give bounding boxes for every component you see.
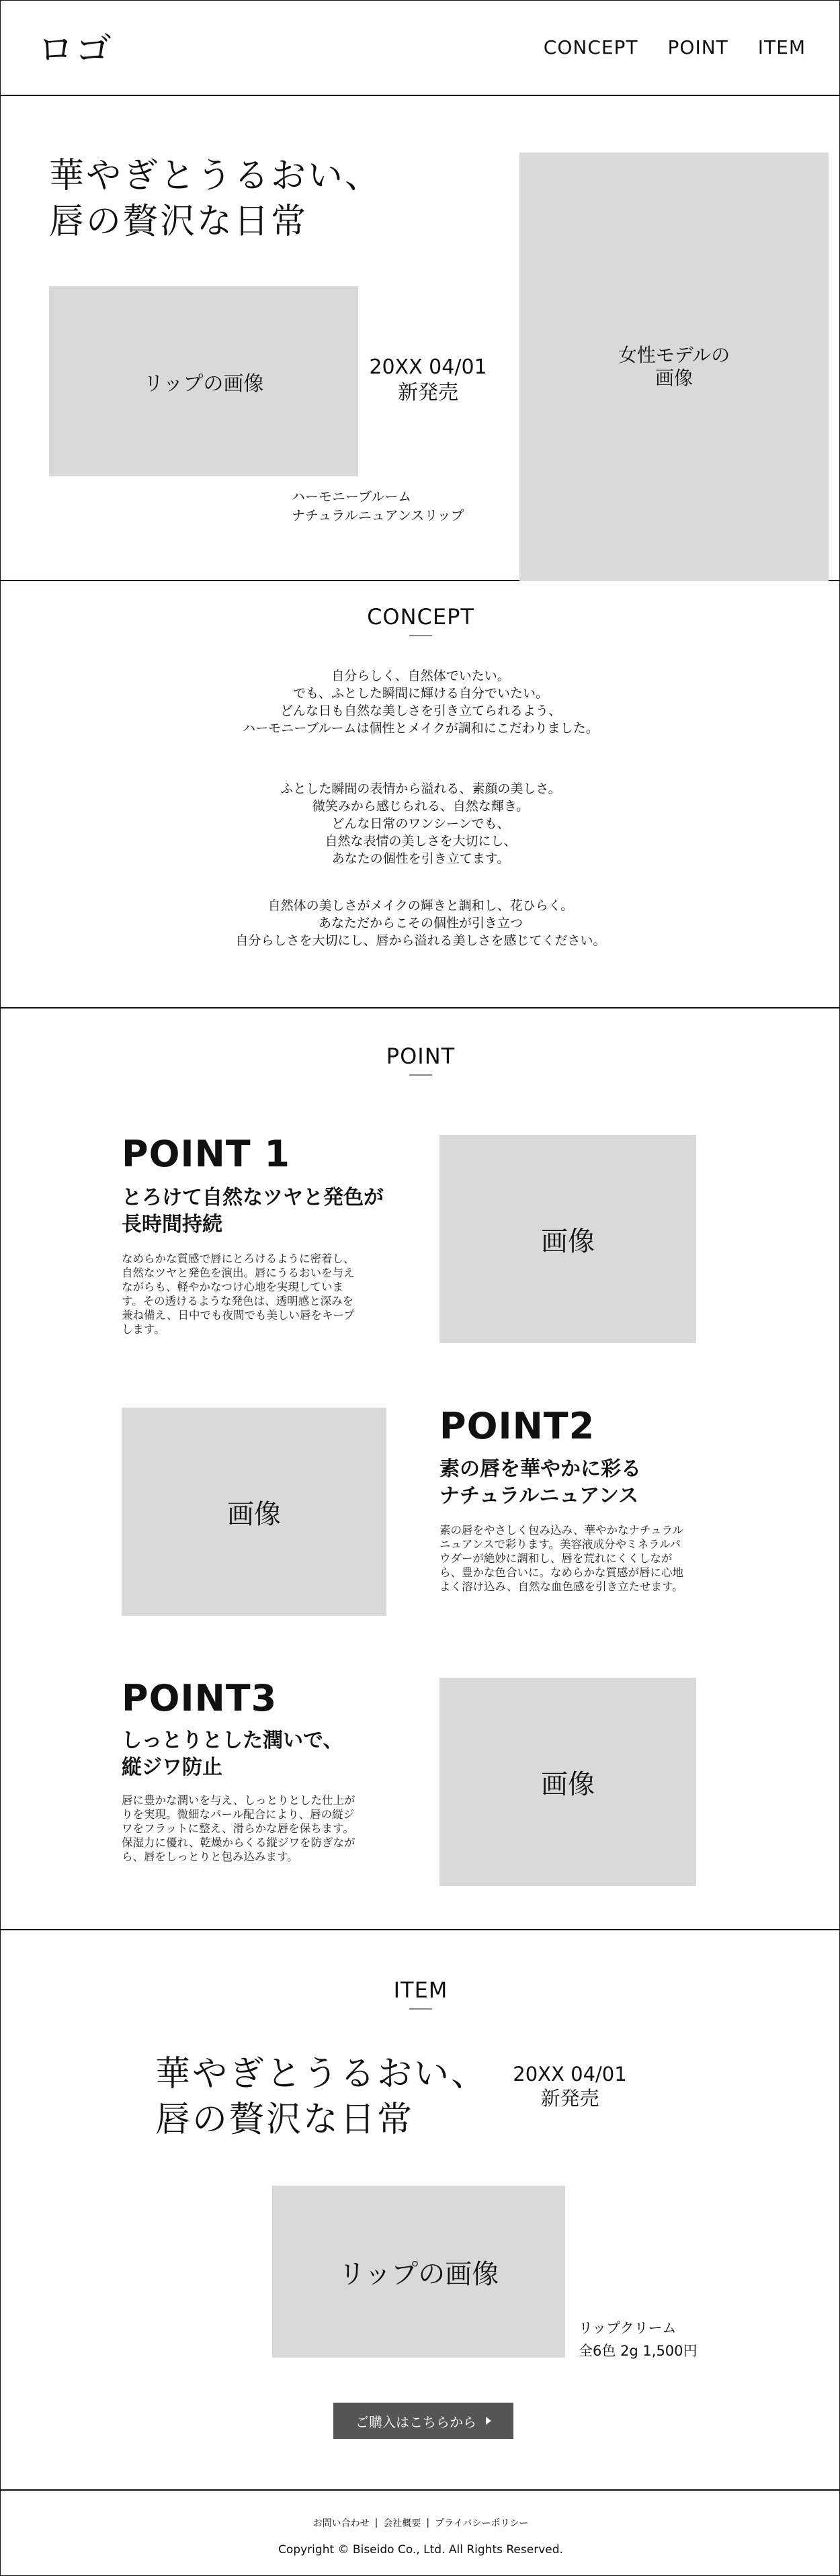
footer-separator: | [426, 2518, 430, 2528]
item-heading-rule [409, 2008, 432, 2010]
item-heading: ITEM [393, 1977, 448, 2003]
footer-link-privacy[interactable]: プライバシーポリシー [435, 2518, 529, 2529]
point-1-body: なめらかな質感で唇にとろけるように密着し、 自然なツヤと発色を演出。唇にうるおいを与え ながらも、軽やかなつけ心地を実現していま す。その透けるような発色は、透明感と深みを 兼ね備え、日中でも夜間でも美しい唇をキープ します。 [122, 1252, 355, 1336]
item-spec: リップクリーム 全6色 2g 1,500円 [579, 2320, 698, 2359]
hero-title: 華やぎとうるおい、 唇の贅沢な日常 [49, 156, 382, 242]
item-release-date: 20XX 04/01 新発売 [513, 2063, 627, 2110]
concept-heading-rule [409, 635, 432, 636]
point-1-image-label: 画像 [541, 1226, 595, 1257]
footer-link-company[interactable]: 会社概要 [383, 2518, 421, 2529]
buy-button-label: ご購入はこちらから [355, 2413, 476, 2430]
nav-concept[interactable]: CONCEPT [543, 36, 638, 58]
point-3-title: POINT3 [122, 1677, 278, 1719]
site-footer [1, 2491, 840, 2576]
point-section [1, 1008, 840, 1930]
caret-right-icon [486, 2417, 491, 2425]
concept-paragraph-1: 自分らしく、自然体でいたい。 でも、ふとした瞬間に輝ける自分でいたい。 どんな日も自然な美しさを引き立てられるよう、 ハーモニーブルームは個性とメイクが調和にこだわりました。 [243, 669, 599, 736]
point-3-image-label: 画像 [541, 1768, 595, 1800]
concept-paragraph-3: 自然体の美しさがメイクの輝きと調和し、花ひらく。 あなただからこその個性が引き立つ 自分らしさを大切にし、唇から溢れる美しさを感じてください。 [235, 898, 606, 948]
hero-section [1, 96, 840, 581]
concept-section [1, 581, 840, 1008]
hero-release-date: 20XX 04/01 新発売 [369, 355, 487, 404]
item-section [1, 1930, 840, 2491]
point-1-image [439, 1135, 696, 1343]
nav-point[interactable]: POINT [667, 36, 728, 58]
copyright: Copyright © Biseido Co., Ltd. All Rights Reserved. [278, 2543, 563, 2557]
site-header [1, 1, 840, 96]
footer-link-contact[interactable]: お問い合わせ [312, 2518, 370, 2529]
point-1-subtitle: とろけて自然なツヤと発色が 長時間持続 [122, 1186, 384, 1236]
point-3-image [439, 1678, 696, 1886]
item-lip-image-label: リップの画像 [338, 2258, 499, 2290]
point-2-image-label: 画像 [227, 1498, 281, 1530]
point-3-body: 唇に豊かな潤いを与え、しっとりとした仕上が りを実現。微細なパール配合により、唇の縦ジ ワをフラットに整え、滑らかな唇を保ちます。 保湿力に優れ、乾燥からくる縦ジワを防ぎなが ら、唇をしっとりと包み込みます。 [122, 1794, 355, 1863]
nav-item[interactable]: ITEM [757, 36, 806, 58]
hero-model-image-label: 女性モデルの 画像 [618, 344, 730, 389]
point-2-subtitle: 素の唇を華やかに彩る ナチュラルニュアンス [439, 1457, 641, 1508]
buy-button[interactable] [333, 2403, 513, 2439]
point-1-title: POINT 1 [122, 1133, 290, 1175]
concept-paragraph-2: ふとした瞬間の表情から溢れる、素顔の美しさ。 微笑みから感じられる、自然な輝き。 どんな日常のワンシーンでも、 自然な表情の美しさを大切にし、 あなたの個性を引き立てます。 [280, 781, 561, 866]
hero-lip-image-label: リップの画像 [143, 372, 264, 396]
point-heading-rule [409, 1074, 432, 1076]
concept-heading: CONCEPT [367, 604, 474, 630]
point-heading: POINT [386, 1043, 456, 1069]
logo[interactable]: ロゴ [38, 28, 113, 71]
footer-separator: | [374, 2518, 378, 2528]
hero-product-name: ハーモニーブルーム ナチュラルニュアンスリップ [292, 488, 464, 523]
point-2-body: 素の唇をやさしく包み込み、華やかなナチュラル ニュアンスで彩ります。美容液成分やミネラルパ ウダーが絶妙に調和し、唇を荒れにくくしなが ら、豊かな色合いに。なめらかな質感が唇に心地 よく溶け込み、自然な血色感を引き立たせます。 [439, 1524, 683, 1593]
point-3-subtitle: しっとりとした潤いで、 縦ジワ防止 [122, 1729, 343, 1779]
point-2-title: POINT2 [439, 1405, 595, 1447]
hero-lip-image [49, 286, 358, 476]
main-nav [544, 36, 806, 58]
hero-model-image [519, 153, 829, 581]
item-lip-image [272, 2186, 565, 2358]
footer-links [1, 2516, 840, 2530]
item-title: 華やぎとうるおい、 唇の贅沢な日常 [155, 2054, 489, 2140]
point-2-image [122, 1408, 386, 1616]
